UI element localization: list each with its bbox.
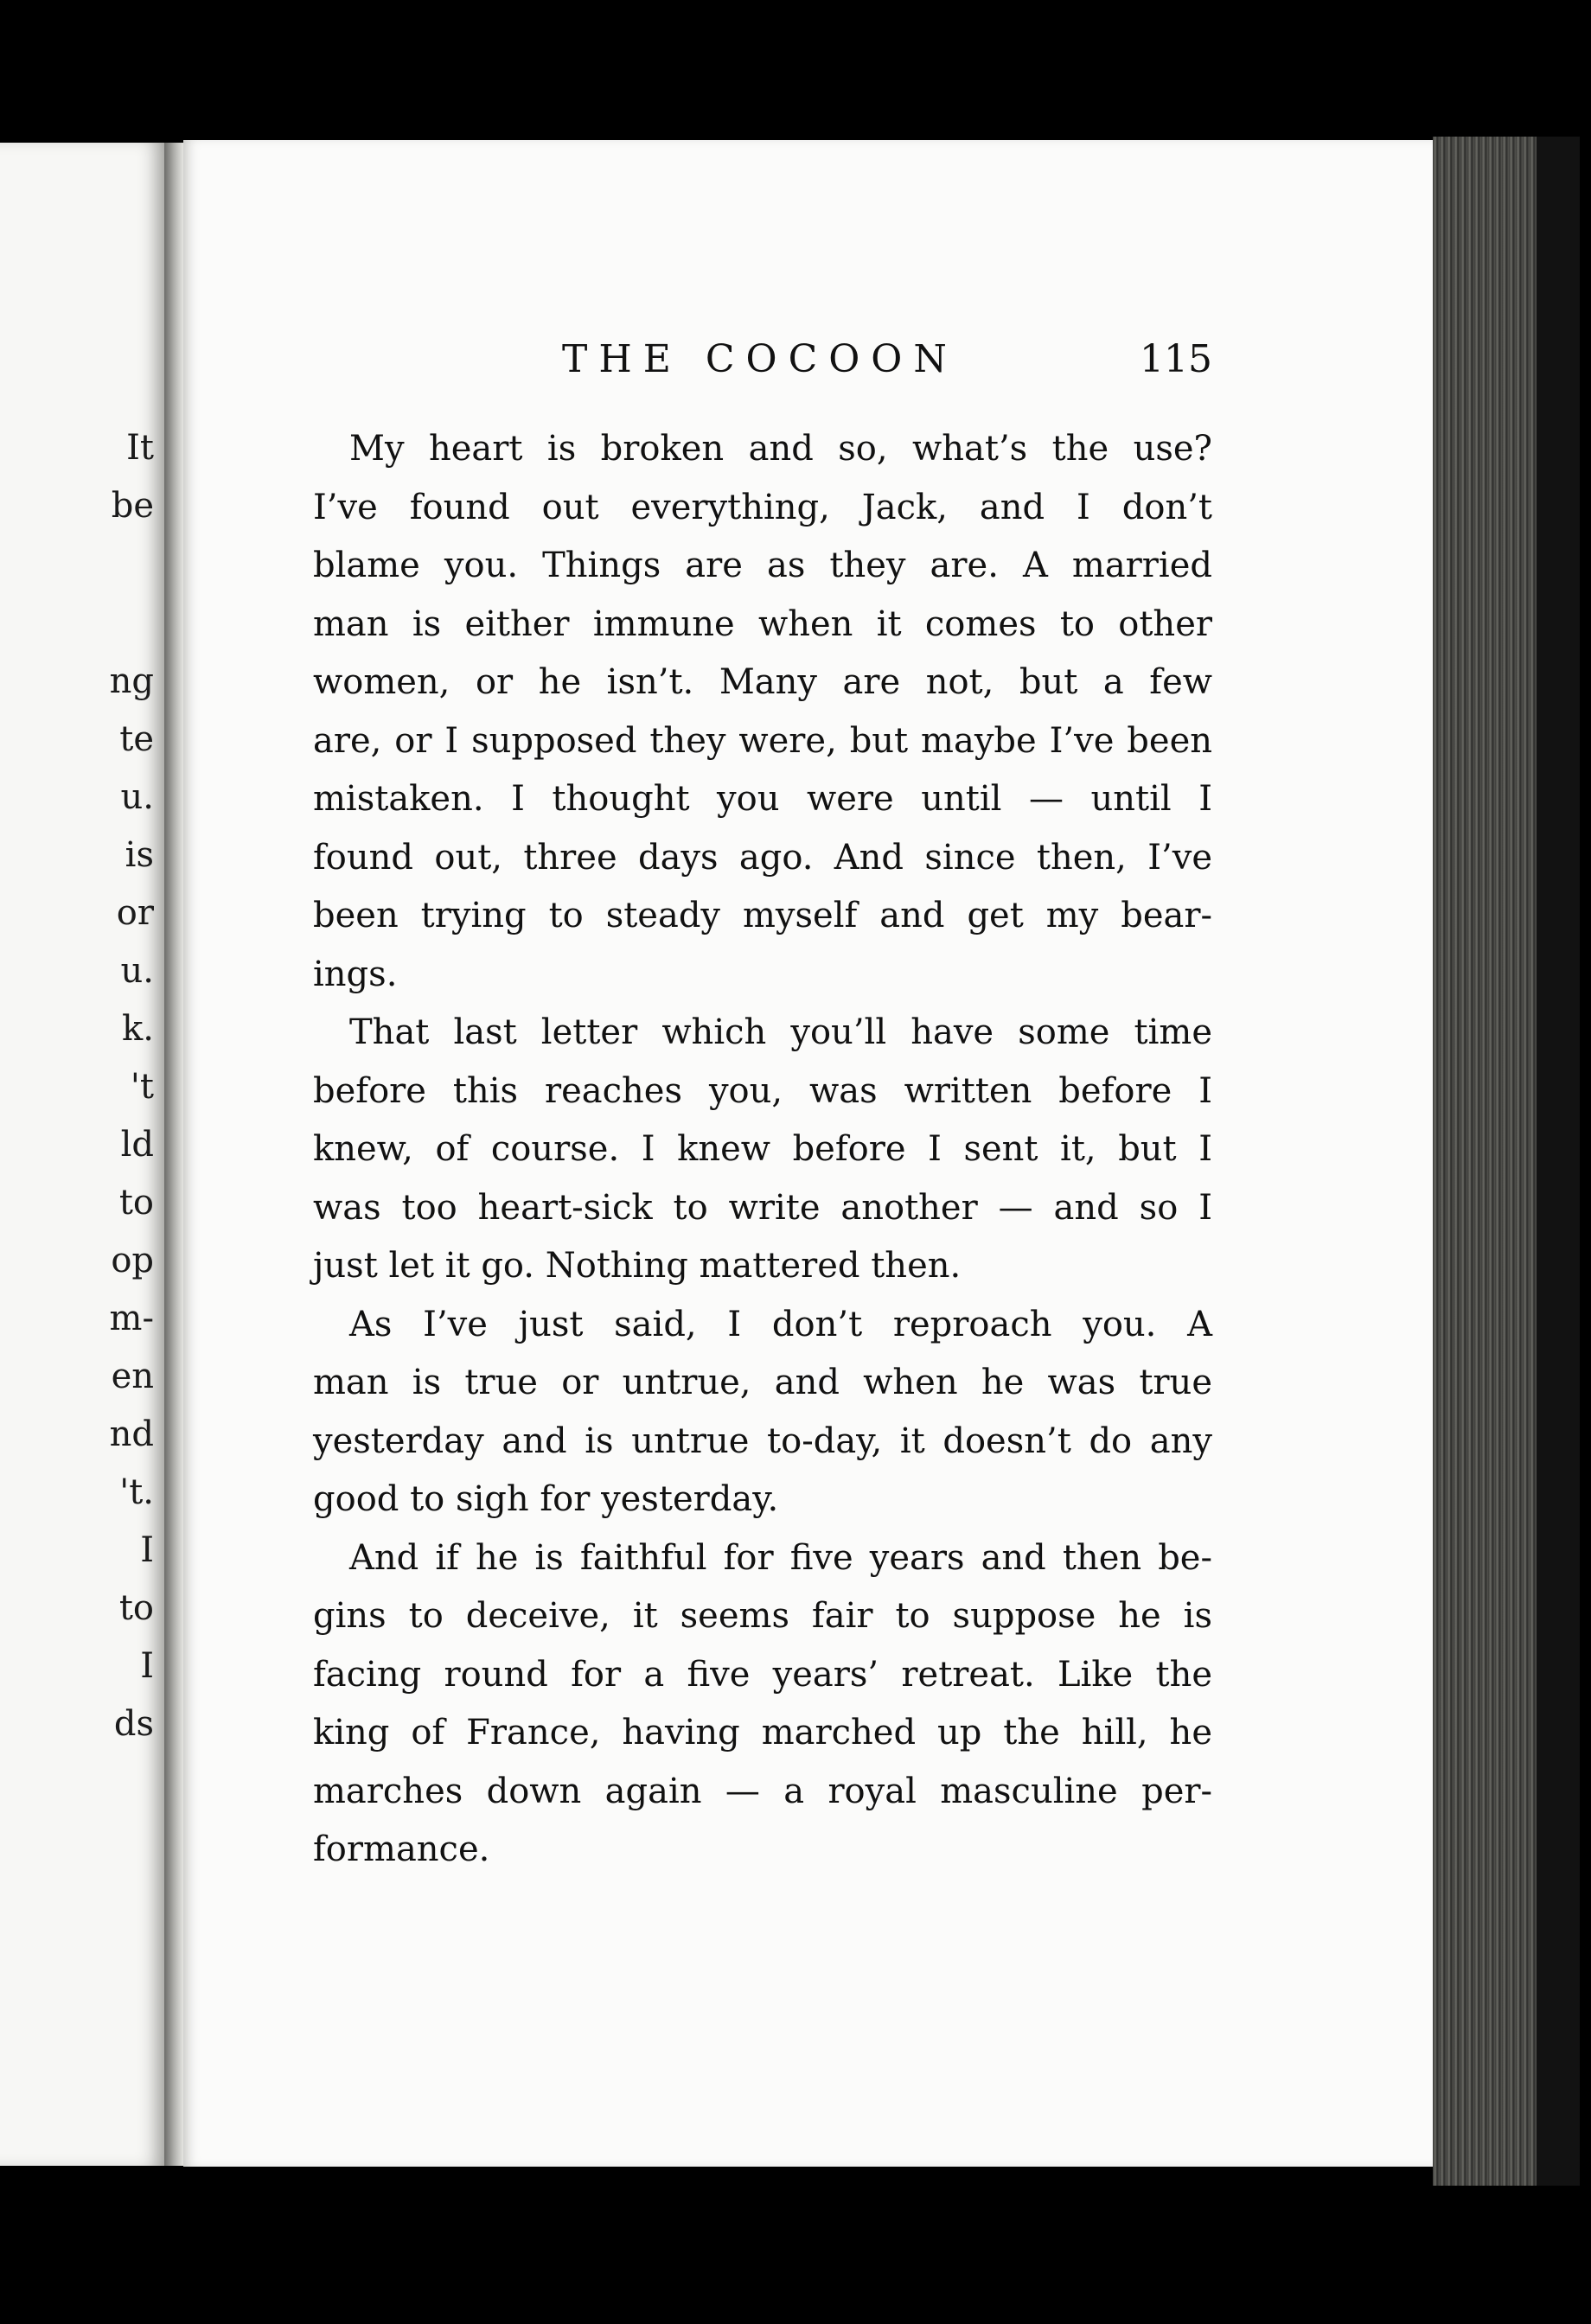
text-line: ings. bbox=[313, 954, 398, 994]
text-line: blame you. Things are as they are. A married bbox=[313, 546, 1212, 585]
text-line: women, or he isn’t. Many are not, but a few bbox=[313, 662, 1212, 702]
text-line: just let it go. Nothing mattered then. bbox=[313, 1246, 962, 1286]
text-line: I’ve found out everything, Jack, and I don’t bbox=[313, 487, 1212, 527]
body-text bbox=[313, 420, 1212, 1880]
text-line: before this reaches you, was written before I bbox=[313, 1070, 1212, 1111]
text-line: As I’ve just said, I don’t reproach you. A bbox=[349, 1304, 1212, 1344]
left-page bbox=[0, 143, 169, 2166]
left-fragment: op bbox=[111, 1241, 154, 1280]
left-fragment: be bbox=[111, 486, 154, 526]
text-line: yesterday and is untrue to-day, it doesn’t do any bbox=[313, 1421, 1212, 1461]
left-fragment: m- bbox=[109, 1299, 154, 1338]
page-fore-edge bbox=[1433, 137, 1537, 2186]
left-fragment: k. bbox=[122, 1009, 154, 1049]
text-line: formance. bbox=[313, 1829, 490, 1869]
text-line: marches down again — a royal masculine per- bbox=[313, 1771, 1212, 1811]
running-head: THE COCOON bbox=[562, 337, 958, 381]
left-fragment: te bbox=[119, 719, 154, 759]
text-line: found out, three days ago. And since then, I’ve bbox=[313, 837, 1212, 878]
left-fragment: 't bbox=[130, 1067, 154, 1107]
text-line: man is true or untrue, and when he was true bbox=[313, 1363, 1212, 1402]
text-line: My heart is broken and so, what’s the use? bbox=[349, 429, 1212, 469]
text-line: good to sigh for yesterday. bbox=[313, 1479, 779, 1519]
text-line: mistaken. I thought you were until — until I bbox=[313, 779, 1212, 819]
text-line: facing round for a five years’ retreat. Like the bbox=[313, 1654, 1212, 1695]
left-fragment: ng bbox=[109, 661, 154, 701]
left-fragment: 't. bbox=[119, 1472, 154, 1512]
text-line: king of France, having marched up the hill, he bbox=[313, 1713, 1212, 1753]
left-fragment: nd bbox=[109, 1414, 154, 1454]
left-fragment: u. bbox=[120, 777, 154, 817]
text-line: was too heart-sick to write another — and so I bbox=[313, 1187, 1212, 1228]
book-gutter bbox=[164, 143, 183, 2166]
left-fragment: or bbox=[116, 893, 154, 933]
text-line: knew, of course. I knew before I sent it, but I bbox=[313, 1129, 1212, 1169]
text-line: are, or I supposed they were, but maybe I’ve been bbox=[313, 720, 1212, 761]
page-number: 115 bbox=[1140, 337, 1212, 381]
left-fragment: en bbox=[111, 1357, 154, 1396]
left-fragment: u. bbox=[120, 951, 154, 991]
left-fragment: is bbox=[125, 835, 154, 875]
left-fragment: to bbox=[118, 1588, 154, 1628]
text-line: And if he is faithful for five years and then be- bbox=[349, 1537, 1212, 1578]
left-fragment: ds bbox=[113, 1704, 154, 1744]
left-fragment: ld bbox=[120, 1125, 154, 1165]
text-line: gins to deceive, it seems fair to suppose he is bbox=[313, 1596, 1212, 1636]
left-fragment: I bbox=[140, 1530, 154, 1570]
left-fragment: to bbox=[118, 1183, 154, 1223]
text-line: been trying to steady myself and get my bear- bbox=[313, 896, 1212, 935]
text-line: man is either immune when it comes to other bbox=[313, 603, 1212, 644]
left-fragment: I bbox=[140, 1646, 154, 1686]
cover-edge bbox=[1537, 137, 1580, 2186]
text-line: That last letter which you’ll have some time bbox=[349, 1012, 1212, 1052]
left-fragment: It bbox=[126, 428, 154, 468]
left-page-fragments bbox=[110, 419, 154, 1753]
